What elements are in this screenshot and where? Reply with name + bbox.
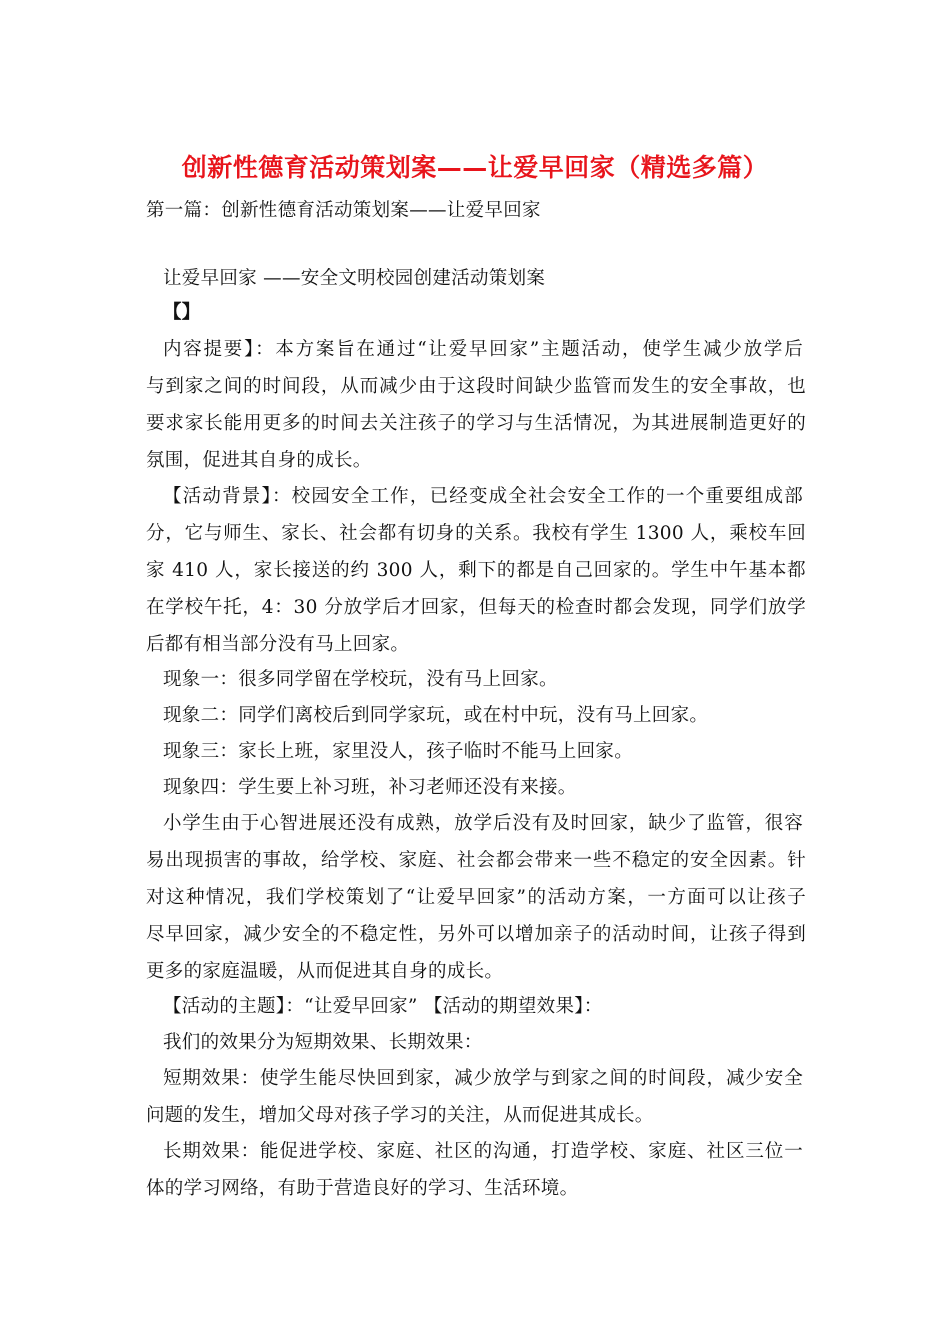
summary-line: 内容提要】：本方案旨在通过“让爱早回家”主题活动，使学生减少放学后 [163,339,803,360]
phenomenon-item: 现象三：家长上班，家里没人，孩子临时不能马上回家。 [163,741,634,762]
chapter-subtitle: 第一篇：创新性德育活动策划案——让爱早回家 [146,200,541,221]
analysis-line: 对这种情况，我们学校策划了“让爱早回家”的活动方案，一方面可以让孩子 [146,887,806,908]
summary-line: 与到家之间的时间段，从而减少由于这段时间缺少监管而发生的安全事故，也 [146,376,806,397]
summary-line: 要求家长能用更多的时间去关注孩子的学习与生活情况，为其进展制造更好的 [146,413,806,434]
summary-line: 氛围，促进其自身的成长。 [146,450,372,471]
phenomenon-item: 现象四：学生要上补习班，补习老师还没有来接。 [163,777,577,798]
analysis-line: 更多的家庭温暖，从而促进其自身的成长。 [146,961,504,982]
document-title: 创新性德育活动策划案——让爱早回家（精选多篇） [181,153,769,182]
short-term-line: 短期效果：使学生能尽快回到家，减少放学与到家之间的时间段，减少安全 [163,1068,803,1089]
section-heading: 让爱早回家 ——安全文明校园创建活动策划案 [163,268,546,289]
analysis-line: 易出现损害的事故，给学校、家庭、社会都会带来一些不稳定的安全因素。针 [146,850,806,871]
effects-intro: 我们的效果分为短期效果、长期效果： [163,1032,483,1053]
long-term-line: 体的学习网络，有助于营造良好的学习、生活环境。 [146,1178,579,1199]
bracket-marker: 【】 [163,302,201,323]
background-line: 分，它与师生、家长、社会都有切身的关系。我校有学生 1300 人，乘校车回 [146,523,806,544]
analysis-line: 尽早回家，减少安全的不稳定性，另外可以增加亲子的活动时间，让孩子得到 [146,924,806,945]
analysis-line: 小学生由于心智进展还没有成熟，放学后没有及时回家，缺少了监管，很容 [163,813,803,834]
long-term-line: 长期效果：能促进学校、家庭、社区的沟通，打造学校、家庭、社区三位一 [163,1141,803,1162]
background-line: 后都有相当部分没有马上回家。 [146,634,410,655]
background-line: 【活动背景】：校园安全工作，已经变成全社会安全工作的一个重要组成部 [163,486,803,507]
phenomenon-item: 现象一：很多同学留在学校玩，没有马上回家。 [163,669,558,690]
short-term-line: 问题的发生，增加父母对孩子学习的关注，从而促进其成长。 [146,1105,654,1126]
phenomenon-item: 现象二：同学们离校后到同学家玩，或在村中玩，没有马上回家。 [163,705,709,726]
theme-line: 【活动的主题】：“让爱早回家” 【活动的期望效果】： [163,996,603,1017]
background-line: 家 410 人，家长接送的约 300 人，剩下的都是自己回家的。学生中午基本都 [146,560,806,581]
background-line: 在学校午托，4：30 分放学后才回家，但每天的检查时都会发现，同学们放学 [146,597,806,618]
